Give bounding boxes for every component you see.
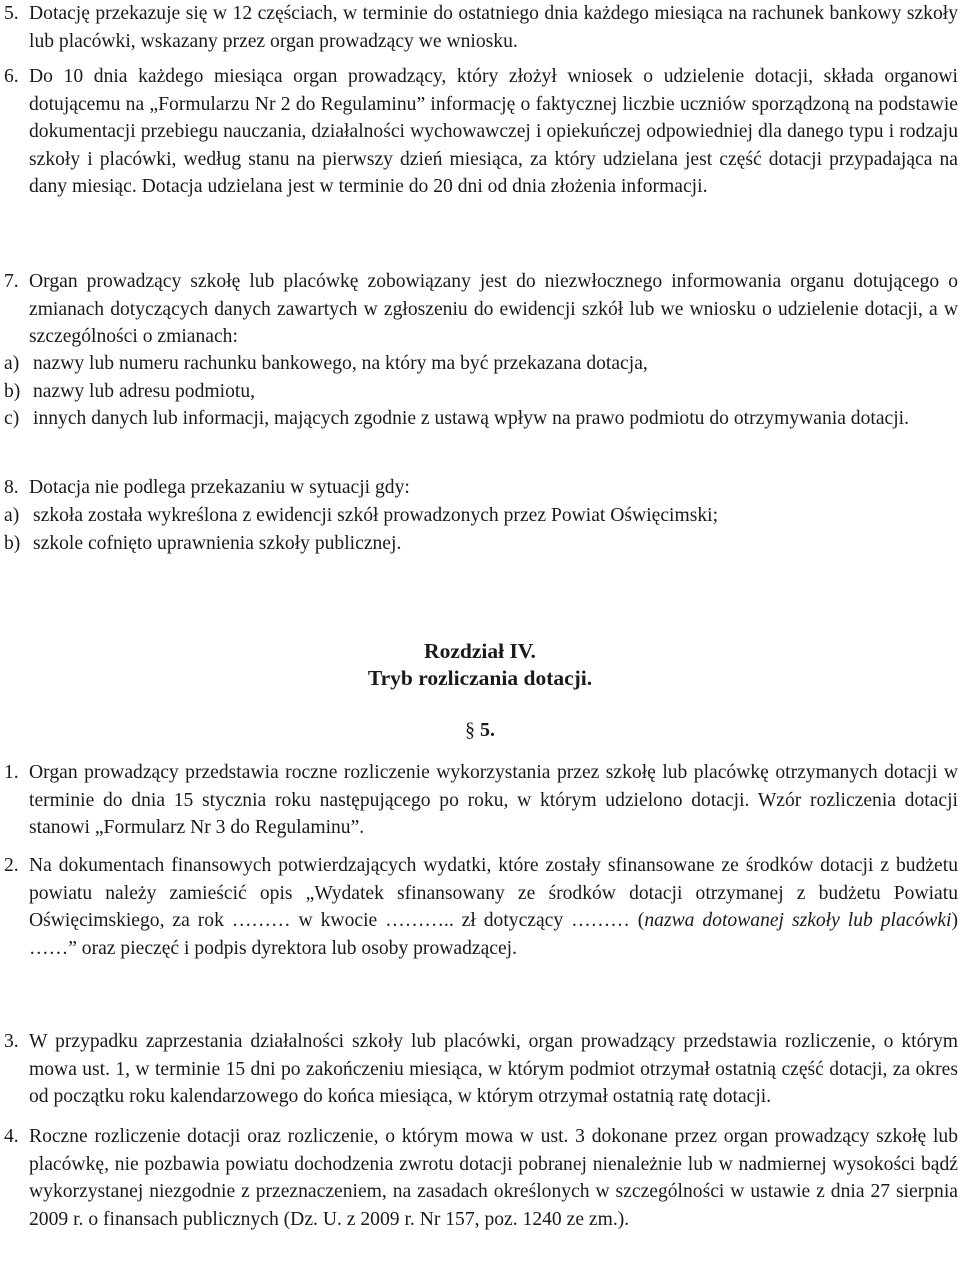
section-paragraph-2 [4, 852, 958, 962]
list-item [4, 378, 958, 406]
paragraph-8 [4, 474, 958, 502]
list-item-text: innych danych lub informacji, mających zgodnie z ustawą wpływ na prawo podmiotu do otrzymywania dotacji. [33, 408, 910, 429]
list-item-text: szkoła została wykreślona z ewidencji szkół prowadzonych przez Powiat Oświęcimski; [33, 505, 719, 526]
paragraph-number: 2. [4, 855, 19, 876]
list-marker: b) [4, 380, 21, 402]
list-item [4, 350, 958, 378]
paragraph-number: 6. [4, 66, 19, 87]
paragraph-text: Do 10 dnia każdego miesiąca organ prowadzący, który złożył wniosek o udzielenie dotacji, składa organowi dotującemu na „Formularzu Nr 2 do Regulaminu” informację o faktycznej liczbie uczniów sporządzoną na podstawie dokumentacji przebiegu nauczania, działalności wychowawczej i opiekuńczej odpowiedniej dla danego typu i rodzaju szkoły i placówki, według stanu na pierwszy dzień miesiąca, za który udzielana jest część dotacji przypadająca na dany miesiąc. Dotacja udzielana jest w terminie do 20 dni od dnia złożenia informacji. [29, 66, 958, 197]
paragraph-number: 1. [4, 762, 19, 783]
section-paragraph-4 [4, 1123, 958, 1233]
list-item-text: szkole cofnięto uprawnienia szkoły publicznej. [33, 532, 402, 554]
paragraph-number: 4. [4, 1126, 19, 1147]
chapter-subtitle: Tryb rozliczania dotacji. [367, 666, 593, 690]
section-heading [0, 719, 960, 742]
list-marker: c) [4, 408, 20, 429]
paragraph-text: Roczne rozliczenie dotacji oraz rozliczenie, o którym mowa w ust. 3 dokonane przez organ prowadzący szkołę lub placówkę, nie pozbawia powiatu dochodzenia zwrotu dotacji pobranej nienależnie lub w nadmiernej wysokości bądź wykorzystanej niezgodnie z przeznaczeniem, na zasadach określonych w szczególności w ustawie z dnia 27 sierpnia 2009 r. o finansach publicznych (Dz. U. z 2009 r. Nr 157, poz. 1240 ze zm.). [29, 1126, 958, 1230]
paragraph-number: 3. [4, 1031, 19, 1052]
section-symbol: § [465, 719, 475, 741]
list-item [4, 502, 958, 530]
section-paragraph-3 [4, 1028, 958, 1111]
list-marker: a) [4, 505, 20, 526]
list-item-text: nazwy lub adresu podmiotu, [33, 380, 256, 402]
paragraph-5 [4, 0, 958, 55]
list-item [4, 530, 958, 558]
list-item-text: nazwy lub numeru rachunku bankowego, na który ma być przekazana dotacja, [33, 353, 648, 374]
paragraph-number: 5. [4, 3, 19, 24]
paragraph-text-part: Na dokumentach finansowych potwierdzających wydatki, które zostały sfinansowane ze środków dotacji z budżetu powiatu należy zamieścić opis „Wydatek sfinansowany ze środków dotacji otrzymanej z budżetu Powiatu Oświęcimskiego, za rok ……… w kwocie ……….. zł dotyczący ……… ( [29, 855, 958, 931]
paragraph-text: W przypadku zaprzestania działalności szkoły lub placówki, organ prowadzący przedstawia rozliczenie, o którym mowa ust. 1, w terminie 15 dni po zakończeniu miesiąca, w którym podmiot otrzymał ostatnią część dotacji, za okres od początku roku kalendarzowego do końca miesiąca, w którym otrzymał ostatnią ratę dotacji. [29, 1031, 958, 1107]
list-item [4, 405, 958, 433]
section-paragraph-1 [4, 759, 958, 842]
paragraph-8-points [4, 502, 958, 557]
paragraph-text: Organ prowadzący szkołę lub placówkę zobowiązany jest do niezwłocznego informowania organu dotującego o zmianach dotyczących danych zawartych w zgłoszeniu do ewidencji szkół lub we wniosku o udzielenie dotacji, a w szczególności o zmianach: [29, 271, 958, 347]
paragraph-text-italic: nazwa dotowanej szkoły lub placówki [644, 910, 952, 931]
paragraph-7 [4, 268, 958, 351]
paragraph-6 [4, 63, 958, 201]
list-marker: b) [4, 532, 21, 554]
paragraph-text-part: ) ……” oraz pieczęć i podpis dyrektora lub osoby prowadzącej. [29, 910, 959, 959]
paragraph-text: Dotację przekazuje się w 12 częściach, w terminie do ostatniego dnia każdego miesiąca na rachunek bankowy szkoły lub placówki, wskazany przez organ prowadzący we wniosku. [29, 3, 958, 52]
paragraph-text: Organ prowadzący przedstawia roczne rozliczenie wykorzystania przez szkołę lub placówkę otrzymanych dotacji w terminie do dnia 15 stycznia roku następującego po roku, w którym udzielono dotacji. Wzór rozliczenia dotacji stanowi „Formularz Nr 3 do Regulaminu”. [29, 762, 958, 838]
section-number: 5. [480, 719, 495, 741]
list-marker: a) [4, 353, 20, 374]
paragraph-text: Dotacja nie podlega przekazaniu w sytuacji gdy: [29, 477, 410, 498]
chapter-title: Rozdział IV. [424, 639, 536, 663]
paragraph-number: 7. [4, 271, 19, 292]
paragraph-text [29, 852, 958, 962]
paragraph-number: 8. [4, 477, 19, 498]
paragraph-7-points [4, 350, 958, 433]
